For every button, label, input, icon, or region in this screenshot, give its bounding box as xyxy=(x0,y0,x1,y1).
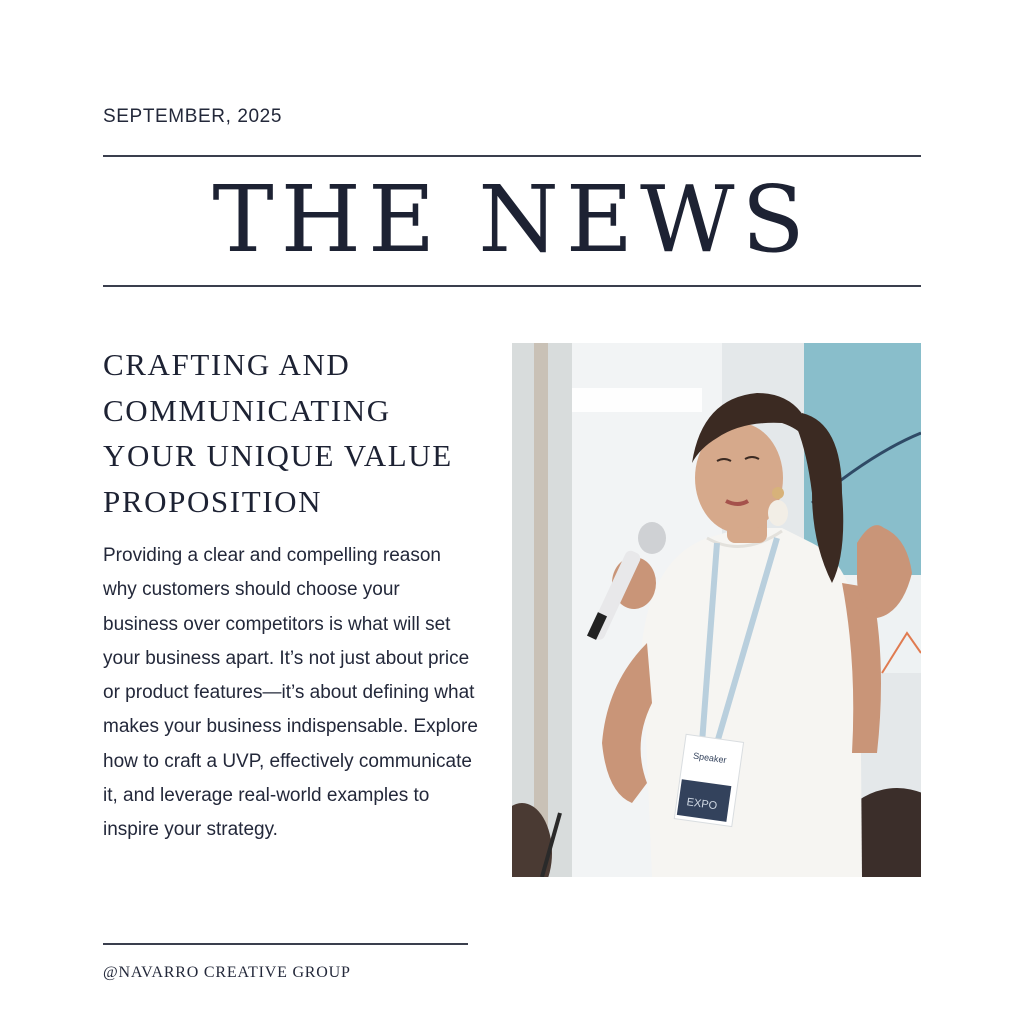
masthead-bottom-rule xyxy=(103,285,921,287)
badge-logo: EXPO xyxy=(685,796,718,813)
article-photo xyxy=(512,343,921,877)
masthead-title: THE NEWS xyxy=(212,166,812,273)
badge-label: Speaker xyxy=(692,750,728,766)
footer-credit: @NAVARRO CREATIVE GROUP xyxy=(103,964,351,981)
issue-date: SEPTEMBER, 2025 xyxy=(103,106,283,127)
masthead-top-rule xyxy=(103,155,921,157)
speaker-photo-illustration xyxy=(512,343,921,877)
article-body: Providing a clear and compelling reason why customers should choose your business over competitors is what will set your business apart. It’s not just about price or product features—it’s about defining what makes your business indispensable. Explore how to craft a UVP, effectively communicate it, and leverage real-world examples to inspire your strategy. xyxy=(103,545,478,841)
article-headline: CRAFTING AND COMMUNICATING YOUR UNIQUE VALUE PROPOSITION xyxy=(103,347,453,519)
footer-rule xyxy=(103,943,468,945)
